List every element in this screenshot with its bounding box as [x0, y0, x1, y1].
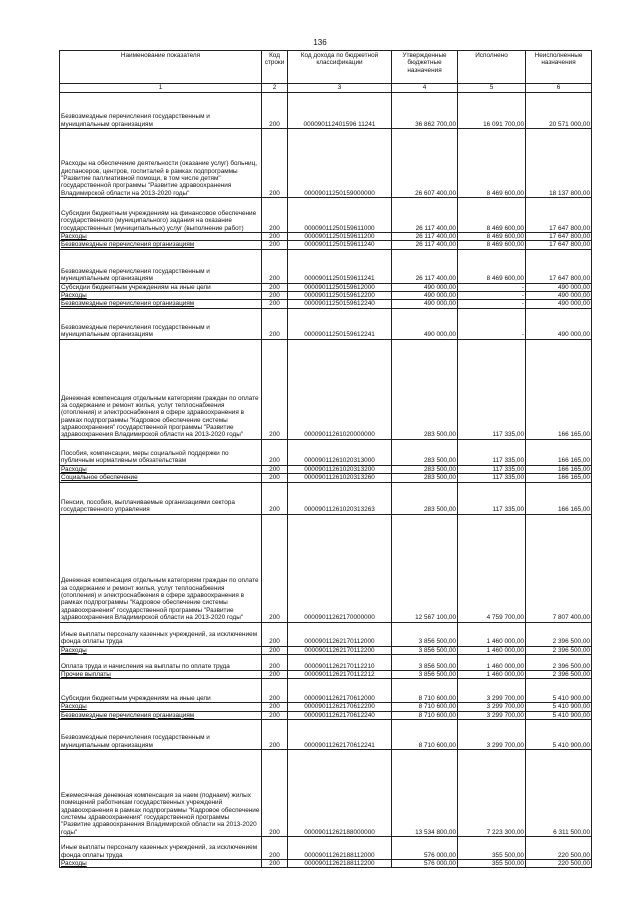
row-executed-amount: 3 299 700,00	[458, 679, 526, 703]
row-line-code: 200	[262, 646, 288, 654]
row-executed-amount: 16 091 700,00	[458, 93, 526, 129]
row-unexecuted-amount: 20 571 000,00	[526, 93, 592, 129]
row-budget-code: 00009011262170612241	[288, 719, 392, 749]
row-name: Расходы	[60, 703, 262, 711]
header-budget-code: Код дохода по бюджетной классификации	[288, 51, 392, 84]
row-line-code: 200	[262, 474, 288, 482]
row-budget-code: 00009011250159611000	[288, 198, 392, 233]
table-row	[60, 249, 592, 283]
header-line-code: Код строки	[262, 51, 288, 84]
row-line-code: 200	[262, 241, 288, 249]
row-approved-amount: 3 856 500,00	[392, 646, 458, 654]
table-row	[60, 129, 592, 198]
row-unexecuted-amount: 2 396 500,00	[526, 670, 592, 678]
row-budget-code: 000090112401596 11241	[288, 93, 392, 129]
row-executed-amount: 4 759 700,00	[458, 514, 526, 622]
row-unexecuted-amount: 5 410 900,00	[526, 719, 592, 749]
row-line-code: 200	[262, 711, 288, 719]
row-executed-amount: 355 500,00	[458, 859, 526, 867]
header-executed: Исполнено	[458, 51, 526, 84]
row-budget-code: 00009011250159612241	[288, 308, 392, 339]
table-row	[60, 679, 592, 703]
row-name: Ежемесячная денежная компенсация за наем (поднаем) жилых помещений работникам государственных учреждений здравоохранения в рамках подпрограммы "Кадровое обеспечение системы здравоохранения" государственной программы "Развитие здравоохранения Владимирской области на 2013-2020 годы"	[60, 749, 262, 836]
row-approved-amount: 26 117 400,00	[392, 233, 458, 241]
row-name: Пенсии, пособия, выплачиваемые организациями сектора государственного управления	[60, 482, 262, 514]
row-approved-amount: 283 500,00	[392, 482, 458, 514]
row-approved-amount: 8 710 600,00	[392, 719, 458, 749]
column-number: 4	[392, 84, 458, 93]
row-executed-amount: 117 335,00	[458, 465, 526, 473]
row-unexecuted-amount: 7 807 400,00	[526, 514, 592, 622]
row-approved-amount: 8 710 600,00	[392, 703, 458, 711]
row-unexecuted-amount: 166 165,00	[526, 465, 592, 473]
row-line-code: 200	[262, 292, 288, 300]
row-approved-amount: 283 500,00	[392, 474, 458, 482]
row-line-code: 200	[262, 679, 288, 703]
row-line-code: 200	[262, 439, 288, 465]
row-name: Расходы	[60, 646, 262, 654]
row-unexecuted-amount: 17 647 800,00	[526, 233, 592, 241]
table-row	[60, 646, 592, 654]
table-row	[60, 241, 592, 249]
row-line-code: 200	[262, 514, 288, 622]
row-line-code: 200	[262, 249, 288, 283]
row-name: Денежная компенсация отдельным категориям граждан по оплате за содержание и ремонт жилья, услуг теплоснабжения (отопления) и электроснабжения в сфере здравоохранения в рамках подпрограммы "Кадровое обеспечение системы здравоохранения" государственной программы "Развитие здравоохранения Владимирской области на 2013-2020 годы"	[60, 514, 262, 622]
row-budget-code: 00009011261020313200	[288, 465, 392, 473]
row-name: Расходы на обеспечение деятельности (оказание услуг) больниц, диспансеров, центров, госпиталей в рамках подпрограммы "Развитие паллиативной помощи, в том числе детям" государственной программы "Развитие здравоохранения Владимирской области на 2013-2020 годы"	[60, 129, 262, 198]
row-budget-code: 00009011262188000000	[288, 749, 392, 836]
row-name: Расходы	[60, 465, 262, 473]
row-line-code: 200	[262, 93, 288, 129]
row-name: Расходы	[60, 233, 262, 241]
row-line-code: 200	[262, 859, 288, 867]
row-line-code: 200	[262, 670, 288, 678]
table-row	[60, 474, 592, 482]
row-approved-amount: 490 000,00	[392, 283, 458, 291]
row-unexecuted-amount: 2 396 500,00	[526, 622, 592, 646]
row-executed-amount: 1 460 000,00	[458, 622, 526, 646]
row-name: Расходы	[60, 859, 262, 867]
row-approved-amount: 8 710 600,00	[392, 679, 458, 703]
row-budget-code: 00009011262170112210	[288, 654, 392, 670]
column-number: 1	[60, 84, 262, 93]
row-budget-code: 00009011250159611200	[288, 233, 392, 241]
row-budget-code: 00009011262170112200	[288, 646, 392, 654]
table-row	[60, 482, 592, 514]
row-budget-code: 00009011250159612240	[288, 300, 392, 308]
table-row	[60, 749, 592, 836]
row-budget-code: 00009011250159611240	[288, 241, 392, 249]
row-name: Иные выплаты персоналу казенных учреждений, за исключением фонда оплаты труда	[60, 836, 262, 859]
row-line-code: 200	[262, 703, 288, 711]
table-row	[60, 654, 592, 670]
row-line-code: 200	[262, 339, 288, 439]
row-unexecuted-amount: 17 647 800,00	[526, 198, 592, 233]
row-name: Иные выплаты персоналу казенных учреждений, за исключением фонда оплаты труда	[60, 622, 262, 646]
table-row	[60, 711, 592, 719]
table-row	[60, 859, 592, 867]
row-executed-amount: 8 469 600,00	[458, 198, 526, 233]
row-budget-code: 00009011250159612000	[288, 283, 392, 291]
row-name: Субсидии бюджетным учреждениям на финансовое обеспечение государственного (муниципального) задания на оказание государственных (муниципальных) услуг (выполнение работ)	[60, 198, 262, 233]
row-budget-code: 00009011262170000000	[288, 514, 392, 622]
row-executed-amount: 3 299 700,00	[458, 703, 526, 711]
row-unexecuted-amount: 166 165,00	[526, 339, 592, 439]
row-approved-amount: 12 567 100,00	[392, 514, 458, 622]
table-row	[60, 514, 592, 622]
table-row	[60, 836, 592, 859]
row-executed-amount: 7 223 300,00	[458, 749, 526, 836]
row-name: Безвозмездные перечисления организациям	[60, 711, 262, 719]
table-row	[60, 719, 592, 749]
row-executed-amount: 8 469 600,00	[458, 249, 526, 283]
column-number-row	[60, 84, 592, 93]
row-budget-code: 00009011262170612200	[288, 703, 392, 711]
row-budget-code: 00009011250159612200	[288, 292, 392, 300]
row-unexecuted-amount: 166 165,00	[526, 474, 592, 482]
row-budget-code: 00009011262170612000	[288, 679, 392, 703]
table-row	[60, 465, 592, 473]
row-approved-amount: 490 000,00	[392, 292, 458, 300]
table-row	[60, 292, 592, 300]
column-number: 2	[262, 84, 288, 93]
row-name: Безвозмездные перечисления организациям	[60, 300, 262, 308]
row-unexecuted-amount: 2 396 500,00	[526, 646, 592, 654]
row-approved-amount: 26 117 400,00	[392, 249, 458, 283]
row-budget-code: 00009011250159611241	[288, 249, 392, 283]
row-approved-amount: 3 856 500,00	[392, 670, 458, 678]
row-unexecuted-amount: 5 410 900,00	[526, 679, 592, 703]
row-approved-amount: 490 000,00	[392, 308, 458, 339]
row-unexecuted-amount: 490 000,00	[526, 300, 592, 308]
row-approved-amount: 490 000,00	[392, 300, 458, 308]
row-unexecuted-amount: 166 165,00	[526, 482, 592, 514]
row-unexecuted-amount: 220 500,00	[526, 859, 592, 867]
column-number: 3	[288, 84, 392, 93]
row-executed-amount: -	[458, 300, 526, 308]
row-unexecuted-amount: 220 500,00	[526, 836, 592, 859]
row-approved-amount: 8 710 600,00	[392, 711, 458, 719]
row-line-code: 200	[262, 836, 288, 859]
row-unexecuted-amount: 17 647 800,00	[526, 241, 592, 249]
table-row	[60, 622, 592, 646]
row-name: Прочие выплаты	[60, 670, 262, 678]
table-row	[60, 233, 592, 241]
row-unexecuted-amount: 166 165,00	[526, 439, 592, 465]
table-row	[60, 300, 592, 308]
row-name: Безвозмездные перечисления государственным и муниципальным организациям	[60, 719, 262, 749]
header-approved: Утвержденные бюджетные назначения	[392, 51, 458, 84]
row-budget-code: 00009011262170112212	[288, 670, 392, 678]
row-name: Денежная компенсация отдельным категориям граждан по оплате за содержание и ремонт жилья, услуг теплоснабжения (отопления) и электроснабжения в сфере здравоохранения в рамках подпрограммы "Кадровое обеспечение системы здравоохранения" государственной программы "Развитие здравоохранения Владимирской области на 2013-2020 годы"	[60, 339, 262, 439]
row-budget-code: 00009011262188112000	[288, 836, 392, 859]
row-approved-amount: 3 856 500,00	[392, 622, 458, 646]
row-name: Пособия, компенсации, меры социальной поддержки по публичным нормативным обязательствам	[60, 439, 262, 465]
row-line-code: 200	[262, 654, 288, 670]
row-approved-amount: 26 117 400,00	[392, 241, 458, 249]
row-name: Безвозмездные перечисления государственным и муниципальным организациям	[60, 93, 262, 129]
row-line-code: 200	[262, 622, 288, 646]
row-name: Безвозмездные перечисления государственным и муниципальным организациям	[60, 249, 262, 283]
row-executed-amount: 1 460 000,00	[458, 646, 526, 654]
row-budget-code: 00009011261020313260	[288, 474, 392, 482]
column-number: 6	[526, 84, 592, 93]
row-line-code: 200	[262, 233, 288, 241]
header-unexecuted: Неисполненные назначения	[526, 51, 592, 84]
row-approved-amount: 3 856 500,00	[392, 654, 458, 670]
row-line-code: 200	[262, 482, 288, 514]
row-executed-amount: -	[458, 308, 526, 339]
row-unexecuted-amount: 6 311 500,00	[526, 749, 592, 836]
row-line-code: 200	[262, 283, 288, 291]
row-budget-code: 00009011261020313263	[288, 482, 392, 514]
row-budget-code: 00009011261020000000	[288, 339, 392, 439]
row-name: Расходы	[60, 292, 262, 300]
page-number: 136	[313, 38, 327, 47]
row-name: Безвозмездные перечисления государственным и муниципальным организациям	[60, 308, 262, 339]
row-approved-amount: 283 500,00	[392, 465, 458, 473]
row-executed-amount: -	[458, 283, 526, 291]
row-name: Субсидии бюджетным учреждениям на иные цели	[60, 679, 262, 703]
row-unexecuted-amount: 17 647 800,00	[526, 249, 592, 283]
row-unexecuted-amount: 490 000,00	[526, 283, 592, 291]
table-row	[60, 439, 592, 465]
header-row	[60, 51, 592, 84]
row-approved-amount: 576 000,00	[392, 836, 458, 859]
row-approved-amount: 26 117 400,00	[392, 198, 458, 233]
table-row	[60, 670, 592, 678]
row-name: Безвозмездные перечисления организациям	[60, 241, 262, 249]
row-approved-amount: 36 862 700,00	[392, 93, 458, 129]
row-executed-amount: 117 335,00	[458, 339, 526, 439]
table-row	[60, 198, 592, 233]
row-executed-amount: -	[458, 292, 526, 300]
column-number: 5	[458, 84, 526, 93]
row-line-code: 200	[262, 719, 288, 749]
row-unexecuted-amount: 5 410 900,00	[526, 703, 592, 711]
row-budget-code: 00009011261020313000	[288, 439, 392, 465]
row-approved-amount: 283 500,00	[392, 439, 458, 465]
row-budget-code: 00009011262170112000	[288, 622, 392, 646]
header-name: Наименование показателя	[60, 51, 262, 84]
table-row	[60, 283, 592, 291]
row-executed-amount: 1 460 000,00	[458, 670, 526, 678]
row-unexecuted-amount: 2 396 500,00	[526, 654, 592, 670]
row-line-code: 200	[262, 129, 288, 198]
row-unexecuted-amount: 490 000,00	[526, 308, 592, 339]
table-row	[60, 339, 592, 439]
row-executed-amount: 355 500,00	[458, 836, 526, 859]
row-name: Социальное обеспечение	[60, 474, 262, 482]
table-row	[60, 308, 592, 339]
row-executed-amount: 1 460 000,00	[458, 654, 526, 670]
row-name: Субсидии бюджетным учреждениям на иные цели	[60, 283, 262, 291]
row-executed-amount: 117 335,00	[458, 439, 526, 465]
row-budget-code: 00009011250159000000	[288, 129, 392, 198]
row-name: Оплата труда и начисления на выплаты по оплате труда	[60, 654, 262, 670]
table-row	[60, 703, 592, 711]
row-executed-amount: 8 469 600,00	[458, 129, 526, 198]
row-executed-amount: 3 299 700,00	[458, 719, 526, 749]
row-unexecuted-amount: 5 410 900,00	[526, 711, 592, 719]
row-executed-amount: 117 335,00	[458, 474, 526, 482]
row-budget-code: 00009011262188112200	[288, 859, 392, 867]
row-line-code: 200	[262, 465, 288, 473]
row-budget-code: 00009011262170612240	[288, 711, 392, 719]
row-executed-amount: 3 299 700,00	[458, 711, 526, 719]
row-executed-amount: 117 335,00	[458, 482, 526, 514]
row-approved-amount: 283 500,00	[392, 339, 458, 439]
row-approved-amount: 576 000,00	[392, 859, 458, 867]
row-executed-amount: 8 469 600,00	[458, 233, 526, 241]
row-line-code: 200	[262, 300, 288, 308]
budget-execution-table	[59, 50, 592, 868]
row-unexecuted-amount: 18 137 800,00	[526, 129, 592, 198]
row-line-code: 200	[262, 198, 288, 233]
row-line-code: 200	[262, 749, 288, 836]
row-approved-amount: 26 607 400,00	[392, 129, 458, 198]
table-row	[60, 93, 592, 129]
row-executed-amount: 8 469 600,00	[458, 241, 526, 249]
row-approved-amount: 13 534 800,00	[392, 749, 458, 836]
row-unexecuted-amount: 490 000,00	[526, 292, 592, 300]
row-line-code: 200	[262, 308, 288, 339]
